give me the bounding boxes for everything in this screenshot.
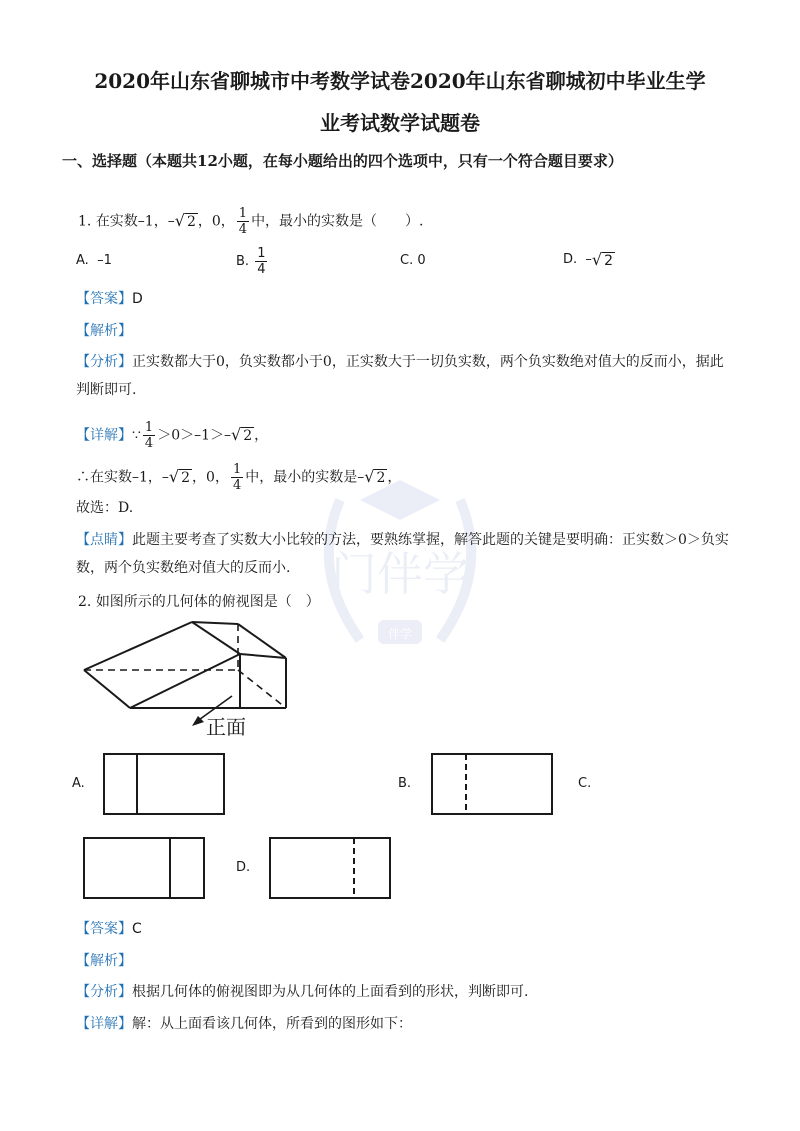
q1-number: 1. [78,213,92,230]
q1-answer: 【答案】D [76,291,143,307]
svg-text:门伴学: 门伴学 [331,547,469,601]
q1-option-c: C. 0 [400,253,426,268]
exam-title-line2: 业考试数学试题卷 [320,111,480,135]
q1-stem-a: 在实数–1， [95,213,168,230]
section-heading: 一、选择题（本题共12小题，在每小题给出的四个选项中，只有一个符合题目要求） [62,152,623,170]
q2-stem: 2. 如图所示的几何体的俯视图是（ ） [78,594,320,610]
q2-option-d-figure [268,836,392,900]
q2-analysis-tag: 【解析】 [76,953,132,969]
q1-comment: 【点睛】此题主要考查了实数大小比较的方法，要熟练掌握，解答此题的关键是要明确：正实数＞0＞负实数，两个负实数绝对值大的反而小. [76,532,729,576]
svg-text:伴学: 伴学 [387,627,413,641]
q1-stem: 1. 在实数–1，–√ 2 ，0， $\frac{1}{4}$ 中，最小的实数是（ ）. [78,206,424,237]
q2-option-a-figure [102,752,226,816]
q1-fenxi: 【分析】正实数都大于0，负实数都小于0，正实数大于一切负实数，两个负实数绝对值大的反而小，据此判断即可. [76,354,724,398]
q1-therefore: ∴在实数–1，–√ 2 ，0， $\frac{1}{4}$ 中，最小的实数是–√ 2 ， [76,462,402,493]
q2-detail: 【详解】解：从上面看该几何体，所看到的图形如下： [76,1016,412,1032]
sqrt-symbol: √ 2 [174,211,196,230]
q2-answer: 【答案】C [76,921,142,937]
q1-choose: 故选：D. [76,500,134,516]
exam-title-line1: 2020年山东省聊城市中考数学试卷2020年山东省聊城初中毕业生学 [94,69,706,93]
svg-text:正面: 正面 [206,715,246,739]
q2-option-c-figure [82,836,206,900]
q2-option-b-label: B. [398,776,412,791]
q1-detail: 【详解】∵ $\frac{1}{4}$ ＞0＞–1＞–√ 2 ， [76,420,269,451]
q1-analysis-tag: 【解析】 [76,323,132,339]
q2-option-c-label: C. [578,776,592,791]
q1-option-b: B. $\frac{1}{4}$ [236,246,266,277]
q2-option-a-label: A. [72,776,85,791]
q2-fenxi: 【分析】根据几何体的俯视图即为从几何体的上面看到的形状，判断即可. [76,984,529,1000]
fraction: $\frac{1}{4}$ [238,206,248,237]
q1-option-d: D. –√ 2 [563,250,614,269]
q2-option-d-label: D. [236,860,251,875]
q2-prism-figure [80,618,300,740]
q1-option-a: A. –1 [76,253,112,268]
q2-option-b-figure [430,752,554,816]
